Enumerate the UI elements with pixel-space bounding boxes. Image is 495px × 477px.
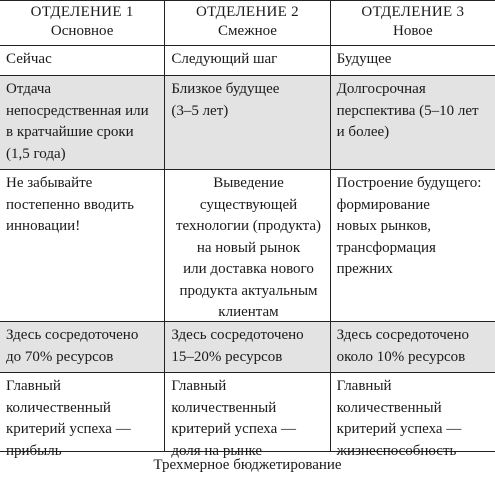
table-row — [0, 321, 495, 372]
table-row — [0, 45, 495, 75]
column-header-3 — [330, 1, 495, 45]
table-cell: Сейчас — [6, 51, 52, 67]
column-title: ОТДЕЛЕНИЕ 3 — [361, 4, 465, 20]
table-cell: Главный количественный критерий успеха — жизнеспособность — [330, 373, 495, 451]
column-header-2 — [164, 1, 329, 45]
table-cell: Здесь сосредоточено до 70% ресурсов — [6, 327, 139, 365]
table-cell: Здесь сосредоточено 15–20% ресурсов — [164, 322, 329, 372]
table-cell: Будущее — [330, 46, 495, 75]
table-cell: Главный количественный критерий успеха — доля на рынке — [164, 373, 329, 451]
column-title: ОТДЕЛЕНИЕ 1 — [30, 4, 134, 20]
table-cell: Здесь сосредоточено около 10% ресурсов — [330, 322, 495, 372]
column-subtitle: Основное — [50, 23, 114, 39]
table-caption: Трехмерное бюджетирование — [153, 457, 342, 473]
table-row — [0, 169, 495, 321]
table-cell: Долгосрочная перспектива (5–10 лет и более) — [330, 76, 495, 169]
table-header — [0, 0, 495, 45]
column-subtitle: Новое — [392, 23, 433, 39]
table-cell: Не забывайте постепенно вводить инновации! — [6, 175, 134, 234]
table-row — [0, 75, 495, 169]
table-cell: Построение будущего: формирование новых рынков, трансформация прежних — [330, 170, 495, 321]
table-cell: Следующий шаг — [164, 46, 329, 75]
table-cell: Выведение существующей технологии (продукта) на новый рынок или доставка нового продукта актуальным клиентам — [164, 170, 329, 321]
column-title: ОТДЕЛЕНИЕ 2 — [196, 4, 299, 20]
column-header-1 — [0, 1, 164, 45]
table-cell: Главный количественный критерий успеха — прибыль — [6, 378, 131, 459]
table-row — [0, 372, 495, 459]
table-cell: Близкое будущее (3–5 лет) — [164, 76, 329, 169]
column-subtitle: Смежное — [218, 23, 277, 39]
table-cell: Отдача непосредственная или в кратчайшие сроки (1,5 года) — [6, 81, 149, 162]
